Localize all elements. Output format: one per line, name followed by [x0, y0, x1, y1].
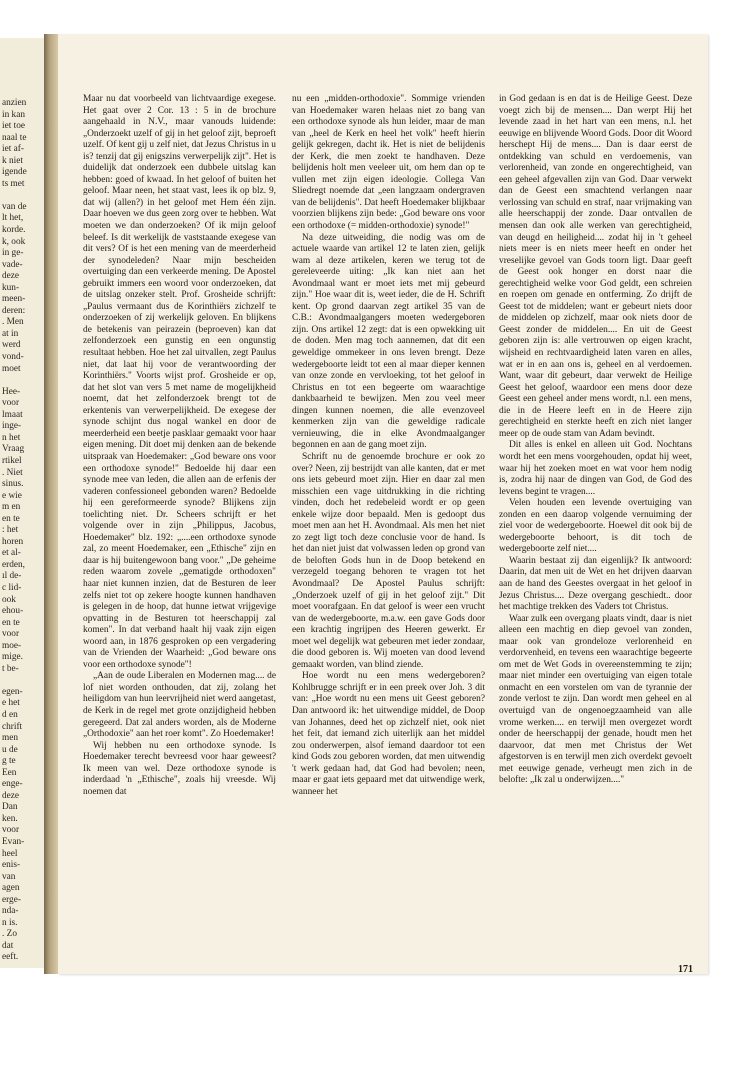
- previous-page-line: en te: [2, 513, 20, 524]
- previous-page-line: sinus.: [2, 479, 24, 490]
- previous-page-line: eeft.: [2, 952, 19, 963]
- previous-page-line: Vraag: [2, 444, 25, 455]
- previous-page-line: inge-: [2, 421, 22, 432]
- previous-page-line: horen: [2, 536, 24, 547]
- previous-page-line: m en: [2, 502, 21, 513]
- paragraph: in God gedaan is en dat is de Heilige Geest. Deze voegt zich bij de mensen.... Dan werpt Hij het levende zaad in het hart van een mens, n.l. het eeuwige en blijvende Woord Gods. Door dit Woord herschept Hij de mens.... Dan is daar eerst de ontdekking van schuld en verdoemenis, van verlorenheid, van zonde en ongerechtigheid, van een geheel afgevallen zijn van God. Daar verwekt dan de Geest een smachtend verlangen naar verlossing van schuld en straf, naar vrijmaking van alle heerschappij der zonde. Daar ontvallen de mensen dan ook alle werken van gerechtigheid, van deugd en heiligheid.... zodat hij in 't geheel niets meer is en niets meer heeft en onder het vreselijke gevoel van Gods toorn ligt. Daar geeft de Geest ook honger en dorst naar die gerechtigheid welke voor God geldt, een schreien en roepen om genade en ontferming. Zo drijft de Geest tot de middelen; want er gebeurt niets door de middelen op zichzelf, maar ook niets door de Geest zonder de middelen.... En uit de Geest geboren zijn is: alle vertrouwen op eigen kracht, wijsheid en rechtvaardigheid laten varen en alles, wat er in en aan ons is, geheel en al verdoemen. Want, waar dit gebeurt, daar verwekt de Heilige Geest het geloof, waardoor een mens door deze Geest een geheel ander mens wordt, n.l. een mens, die in de Heere leeft en in de Heere zijn gerechtigheid en sterkte heeft en zich niet langer meer op de oude stam van Adam bevindt.: [499, 94, 692, 439]
- previous-page-line: e het: [2, 698, 20, 709]
- previous-page-line: deze: [2, 271, 20, 282]
- previous-page-line: in kan: [2, 109, 25, 120]
- previous-page-line: voor: [2, 825, 20, 836]
- previous-page-line: mige.: [2, 652, 23, 663]
- previous-page-line: d en: [2, 709, 18, 720]
- previous-page-line: Dan: [2, 802, 18, 813]
- previous-page-line: egen-: [2, 686, 23, 697]
- previous-page-line: voor: [2, 398, 20, 409]
- previous-page-line: lt het,: [2, 213, 24, 224]
- previous-page-line: . Men: [2, 317, 24, 328]
- previous-page-line: voor: [2, 629, 20, 640]
- previous-page-line: heel: [2, 848, 18, 859]
- previous-page-line: naal te: [2, 132, 27, 143]
- previous-page-line: van de: [2, 201, 27, 212]
- previous-page-line: anzien: [2, 98, 27, 108]
- previous-page-line: in ge-: [2, 248, 24, 259]
- previous-page-line: ken.: [2, 813, 18, 824]
- previous-page-line: t be-: [2, 663, 19, 674]
- paragraph: Waarin bestaat zij dan eigenlijk? Ik antwoord: Daarin, dat men uit de Wet en het drijven daarvan aan de hand des Geestes overgaat in het geloof in Jezus Christus.... Deze overgang geschiedt.. door het machtige trekken des Vaders tot Christus.: [499, 555, 692, 613]
- previous-page-line: ıl de-: [2, 571, 22, 582]
- previous-page-line: iet toe: [2, 121, 25, 132]
- previous-page-line: : het: [2, 525, 19, 536]
- previous-page-line: igende: [2, 167, 27, 178]
- previous-page-line: n het: [2, 432, 21, 443]
- previous-page-line: . Niet: [2, 467, 23, 478]
- previous-page-line: erden,: [2, 559, 25, 570]
- text-column-2: [292, 94, 485, 934]
- previous-page-line: nda-: [2, 906, 19, 917]
- previous-page-line: ts met: [2, 178, 25, 189]
- book-gutter: [44, 34, 58, 974]
- previous-page-line: Evan-: [2, 837, 25, 847]
- previous-page-line: moet: [2, 363, 21, 374]
- previous-page-line: k niet: [2, 155, 23, 166]
- text-column-3: [499, 94, 692, 934]
- previous-page-line: ehou-: [2, 606, 24, 617]
- previous-page-line: men: [2, 733, 19, 744]
- previous-page-line: werd: [2, 340, 21, 351]
- paragraph: Maar nu dat voorbeeld van lichtvaardige exegese. Het gaat over 2 Cor. 13 : 5 in de brochure aangehaald in N.V., maar vanouds luidende: „Onderzoekt uzelf of gij in het geloof zijt, beproeft uzelf. Of kent gij u zelf niet, dat Jezus Christus in u is? tenzij dat gij enigszins verwerpelijk zijt". Het is duidelijk dat onderzoek een dubbele uitslag kan hebben: goed of kwaad. In het geloof of buiten het geloof. Maar neen, het staat vast, lees ik op blz. 9, dat wij (allen?) in het geloof met Hem één zijn. Daar hoeven we dus geen zorg over te hebben. Wat moeten we dan onderzoeken? Of ik mijn geloof beleef. Is dit werkelijk de vaststaande exegese van dit vers? Of is het een mening van de meerderheid der synodeleden? Naar mijn bescheiden overtuiging dan een verkeerde mening. De Apostel gebruikt immers een woord voor onderzoeken, dat de uitslag onzeker stelt. Prof. Grosheide schrijft: „Paulus vermaant dus de Korinthiërs zichzelf te onderzoeken of zij werkelijk geloven. En blijkens de betekenis van peirazein (beproeven) kan dat zelfonderzoek een gunstig en een ongunstig resultaat hebben. Hoe het zal uitvallen, zegt Paulus niet, dat laat hij voor de verantwoording der Korinthiërs." Voorts wijst prof. Grosheide er op, dat het slot van vers 5 met name de mogelijkheid noemt, dat het zelfonderzoek brengt tot de erkentenis van verwerpelijkheid. De exegese der synode schijnt dus nogal wankel en door de meerderheid een beetje pasklaar gemaakt voor haar eigen mening. Dit doet mij denken aan de bekende uitspraak van Hoedemaker: „God beware ons voor een orthodoxe synode!" Bedoelde hij daar een synode mee van leden, die allen aan de erfenis der vaderen confessioneel gebonden waren? Bedoelde hij een gereformeerde synode? Blijkens zijn toelichting niet. Dr. Scheers schrijft er het volgende over in zijn „Philippus, Jacobus, Hoedemaker" blz. 192: „....een orthodoxe synode zal, zo meent Hoedemaker, een „Ethische" zijn en daar is hij buitengewoon bang voor." „De geheime reden waarom zovele „gematigde orthodoxen" haar niet kunnen inzien, dat de Besturen de leer zelfs niet tot op zekere hoogte kunnen handhaven is gelegen in de hoop, dat hunne ietwat vrijgevige opvatting in de Besturen tot heerschappij zal komen". In dat verband haalt hij vaak zijn eigen woord aan, in 1876 gesproken op een vergadering van de Vrienden der Waarheid: „God beware ons voor een orthodoxe synode"!: [83, 94, 276, 670]
- paragraph: Wij hebben nu een orthodoxe synode. Is Hoedemaker terecht bevreesd voor haar geweest? Ik meen van wel. Deze orthodoxe synode is inderdaad 'n „Ethische", zoals hij vreesde. Wij noemen dat: [83, 740, 276, 797]
- previous-page-line: enis-: [2, 860, 21, 871]
- previous-page-text: [2, 98, 44, 964]
- previous-page-line: rtikel: [2, 455, 22, 466]
- previous-page-line: Een: [2, 767, 17, 778]
- previous-page-line: g te: [2, 756, 16, 767]
- paragraph: „Aan de oude Liberalen en Modernen mag.... de lof niet worden onthouden, dat zij, zolang het heiligdom van hun leervrijheid niet werd aangetast, de Kerk in de regel met grote onzijdigheid hebben geregeerd. Dat zal anders worden, als de Moderne „Orthodoxie" aan het roer komt". Zo Hoedemaker!: [83, 671, 276, 740]
- previous-page-line: at in: [2, 328, 19, 339]
- previous-page-line: e wie: [2, 490, 22, 501]
- previous-page-edge: [0, 38, 44, 968]
- previous-page-line: k, ook: [2, 236, 26, 247]
- previous-page-line: Hee-: [2, 386, 21, 397]
- paragraph: Schrift nu de genoemde brochure er ook zo over? Neen, zij bestrijdt van alle kanten, dat er met ons iets gebeurd moet zijn. Hier en daar zal men misschien een vage uitdrukking in die richting vinden, doch het redebeleid wordt er op geen enkele wijze door bepaald. Men is gedoopt dus moet men aan het H. Avondmaal. Als men het niet zo zegt ligt toch deze conclusie voor de hand. Is het dan niet juist dat volwassen leden op grond van de beloften Gods hun in de Doop betekend en verzegeld toegang behoren te vragen tot het Avondmaal? De Apostel Paulus schrijft: „Onderzoek uzelf of gij in het geloof zijt." Dit moet voorafgaan. En dat geloof is weer een vrucht van de wedergeboorte, m.a.w. een gave Gods door een krachtig ingrijpen des Heeren gewerkt. Er moet wel degelijk wat gebeuren met ieder zondaar, die dood geboren is. Wij moeten van dood levend gemaakt worden, van blind ziende.: [292, 451, 485, 670]
- paragraph: nu een „midden-orthodoxie". Sommige vrienden van Hoedemaker waren helaas niet zo bang van een orthodoxe synode als hun leider, maar de man van „heel de Kerk en heel het volk" heeft hierin gelijk gekregen, dacht ik. Het is niet de belijdenis der Kerk, die men zoekt te handhaven. Deze belijdenis holt men veeleer uit, om hem dan op te vullen met zijn eigen ideologie. Collega Van Sliedregt noemde dat „een langzaam ondergraven van de belijdenis". Dat heeft Hoedemaker blijkbaar voorzien blijkens zijn bede: „God beware ons voor een orthodoxe (= midden-orthodoxie) synode!": [292, 94, 485, 232]
- paragraph: Hoe wordt nu een mens wedergeboren? Kohlbrugge schrijft er in een preek over Joh. 3 dit van: „Hoe wordt nu een mens uit Geest geboren? Dan antwoord ik: het uitwendige middel, de Doop van Johannes, deed het op zichzelf niet, ook niet het feit, dat iemand zich uiterlijk aan het middel zou onderwerpen, alsof iemand daardoor tot een kind Gods zou geboren worden, dat men uitwendig 't werk gedaan had, dat God had bevolen; neen, maar er gaat iets gepaard met dat uitwendige werk, wanneer het: [292, 671, 485, 797]
- previous-page-line: korde.: [2, 225, 26, 236]
- previous-page-line: agen: [2, 883, 20, 894]
- previous-page-line: u de: [2, 744, 18, 755]
- previous-page-line: . Zo: [2, 929, 17, 940]
- text-column-1: [83, 94, 276, 934]
- previous-page-line: n is.: [2, 917, 18, 928]
- previous-page-line: van: [2, 871, 16, 882]
- previous-page-line: erge-: [2, 894, 21, 905]
- previous-page-line: enge-: [2, 779, 23, 790]
- previous-page-line: vade-: [2, 259, 23, 270]
- previous-page-line: vond-: [2, 352, 24, 363]
- paragraph: Na deze uitweiding, die nodig was om de actuele waarde van artikel 12 te laten zien, gelijk wam al deze artikelen, keren we terug tot de gereleveerde uiting: „Ik kan niet aan het Avondmaal want er moet iets met mij gebeurd zijn." Hoe waar dit is, weet ieder, die de H. Schrift kent. Op grond daarvan zegt artikel 35 van de C.B.: Avondmaalgangers moeten wedergeboren zijn. Ons artikel 12 zegt: dat is een opwekking uit de doden. Men mag toch aannemen, dat dit een geweldige ommekeer in ons leven brengt. Deze wedergeboorte leidt tot een al maar dieper kennen van onze zonde en vervloeking, tot het geloof in Christus en tot een begeerte om waarachtige dankbaarheid te bewijzen. Men zou veel meer dingen kunnen noemen, die alle evenzoveel kenmerken zijn van die geweldige radicale vernieuwing, die in elke Avondmaalganger begonnen en aan de gang moet zijn.: [292, 232, 485, 451]
- paragraph: Waar zulk een overgang plaats vindt, daar is niet alleen een machtig en diep gevoel van zonden, maar ook van grondeloze verlorenheid en verdorvenheid, en tevens een waarachtige begeerte om met de Wet Gods in overeenstemming te zijn; maar niet minder een overtuiging van eigen totale onmacht en een vorstelen om van de tyrannie der zonde verlost te zijn. Dan wordt men geheel en al overtuigd van de ongenoegzaamheid van alle vrome werken.... en terwijl men overgezet wordt onder de heerschappij der genade, houdt men het daarvoor, dat men met Christus der Wet afgestorven is en terwijl men zich overdekt gevoelt met eeuwige genade, verheugt men zich in de belofte: „Ik zal u onderwijzen....": [499, 613, 692, 786]
- previous-page-line: deren:: [2, 305, 26, 316]
- previous-page-line: ook: [2, 594, 16, 605]
- book-page: [58, 34, 708, 974]
- previous-page-line: deze: [2, 790, 20, 801]
- previous-page-line: et al-: [2, 548, 21, 559]
- previous-page-line: moe-: [2, 640, 22, 651]
- previous-page-line: kun-: [2, 282, 20, 293]
- previous-page-line: en te: [2, 617, 20, 628]
- previous-page-line: dat: [2, 940, 14, 951]
- previous-page-line: lmaat: [2, 409, 23, 420]
- previous-page-line: iet af-: [2, 144, 24, 155]
- paragraph: Velen houden een levende overtuiging van zonden en een daarop volgende vernuiming der ziel voor de wedergeboorte. Hoewel dit ook bij de wedergeboorte behoort, is dit toch de wedergeboorte zelf niet....: [499, 498, 692, 555]
- previous-page-line: c lid-: [2, 582, 22, 593]
- page-number: 171: [678, 964, 693, 975]
- previous-page-line: chrift: [2, 721, 23, 732]
- previous-page-line: meen-: [2, 294, 26, 305]
- paragraph: Dit alles is enkel en alleen uit God. Nochtans wordt het een mens voorgehouden, opdat hij weet, waar hij het zoeken moet en wat voor hem nodig is, zodra hij naar de dingen van God, de God des levens begint te vragen....: [499, 440, 692, 497]
